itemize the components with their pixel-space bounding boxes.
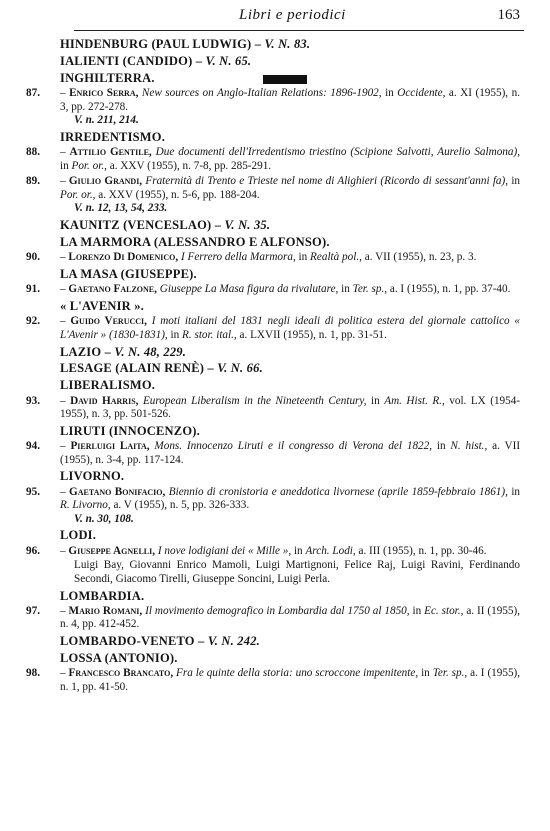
entry-details: a. XXV (1955), n. 5-6, pp. 188-204. (98, 188, 260, 201)
entry-details: a. XXV (1955), n. 7-8, pp. 285-291. (109, 159, 272, 172)
entry-citation: – Gaetano Bonifacio, Biennio di cronistoria e aneddotica livornese (aprile 1859-febbraio 1861), in R. Livorno, a. V (1955), n. 5, pp. 326-333. (60, 485, 521, 512)
entry-citation: – Guido Verucci, I moti italiani del 1831 negli ideali di politica estera del giornale cattolico « L'Avenir » (1830-1831), in R. stor. ital., a. LXVII (1955), n. 1, pp. 31-51. (60, 315, 521, 341)
subject-heading (26, 424, 520, 439)
entry-journal: Am. Hist. R., (384, 394, 445, 407)
subject-heading-text: LIRUTI (INNOCENZO). (60, 423, 200, 438)
subject-heading-text: IALIENTI (CANDIDO) (60, 54, 193, 69)
entry-details: a. XI (1955), n. 3, pp. 272-278. (60, 87, 520, 113)
subject-heading-text: LOMBARDO-VENETO (60, 634, 195, 649)
bibliography-entry (26, 667, 520, 694)
entry-number: 91. (26, 283, 40, 296)
entry-in-label: in (511, 175, 521, 188)
entry-details: a. VII (1955), n. 23, p. 3. (364, 251, 477, 264)
entry-details: a. LXVII (1955), n. 1, pp. 31-51. (239, 328, 387, 341)
subject-heading: HINDENBURG (PAUL LUDWIG) – V. N. 83. (60, 37, 311, 52)
entry-author: David Harris, (70, 394, 139, 407)
entry-title: Fra le quinte della storia: uno scroccone impenitente, (176, 667, 419, 680)
bibliography-entry (26, 440, 520, 467)
entry-citation: – Giulio Grandi, Fraternità di Trento e Trieste nel nome di Alighieri (Ricordo di sessant'anni fa), in Por. or., a. XXV (1955), n. 5-6, pp. 188-204. (60, 175, 521, 201)
entry-citation: – David Harris, European Liberalism in the Nineteenth Century, in Am. Hist. R., vol. LX (1954-1955), n. 3, pp. 501-526. (60, 394, 521, 421)
entry-title: I Ferrero della Marmora, (180, 251, 296, 264)
cross-reference: V. N. 35. (224, 217, 271, 232)
bibliography-entry (26, 146, 520, 173)
entry-in-label: in (385, 87, 394, 100)
entry-journal: Por. or., (71, 159, 107, 172)
entry-in-label: in (298, 251, 308, 264)
entry-journal: Ter. sp., (352, 283, 388, 296)
entry-citation: – Mario Romani, Il movimento demografico in Lombardia dal 1750 al 1850, in Ec. stor., a. II (1955), n. 4, pp. 412-452. (60, 605, 520, 631)
bibliography-entry (26, 605, 520, 632)
subject-heading-text: LA MASA (GIUSEPPE). (60, 266, 197, 281)
entry-title: Fraternità di Trento e Trieste nel nome di Alighieri (Ricordo di sessant'anni fa), (145, 175, 509, 188)
subject-heading (26, 469, 520, 484)
subject-heading-text: LIVORNO. (60, 469, 125, 484)
entry-title: Mons. Innocenzo Liruti e il congresso di Verona del 1822, (154, 440, 433, 453)
bibliography-entry (26, 486, 520, 513)
subject-heading (26, 378, 520, 393)
subject-heading (26, 299, 520, 314)
subject-heading-text: LOMBARDIA. (60, 588, 145, 603)
subject-heading: KAUNITZ (VENCESLAO) – V. N. 35. (60, 217, 271, 232)
entry-number: 95. (26, 485, 40, 498)
subject-heading (26, 130, 520, 145)
bibliography-entry (26, 87, 520, 114)
subject-heading (26, 528, 520, 543)
entry-author: Giuseppe Agnelli, (68, 544, 156, 557)
entry-citation: – Pierluigi Laita, Mons. Innocenzo Liruti e il congresso di Verona del 1822, in N. hist., a. VII (1955), n. 3-4, pp. 117-124. (60, 440, 521, 466)
entry-title: Giuseppe La Masa figura da rivalutare, (159, 283, 339, 296)
entry-citation: – Giuseppe Agnelli, I nove lodigiani dei « Mille », in Arch. Lodi, a. III (1955), n. 1, pp. 30-46. (60, 544, 487, 557)
entry-number: 90. (26, 251, 40, 264)
entry-author: Gaetano Falzone, (68, 283, 157, 296)
cross-reference: V. N. 66. (217, 361, 263, 376)
entry-in-label: in (293, 544, 303, 557)
entry-in-label: in (412, 605, 422, 618)
name-list: Luigi Bay, Giovanni Enrico Mamoli, Luigi Martignoni, Felice Raj, Luigi Ravini, Ferdinando Secondi, Giacomo Tirelli, Giuseppe Soncini, Luigi Perla. (74, 559, 520, 586)
entry-title: I moti italiani del 1831 negli ideali di politica estera del giornale cattolico « L'Avenir » (1830-1831), (60, 315, 521, 341)
entry-number: 93. (26, 394, 40, 407)
subject-heading-text: LODI. (60, 528, 97, 543)
entry-in-label: in (60, 159, 69, 172)
entry-details: vol. LX (1954-1955), n. 3, pp. 501-526. (60, 394, 521, 421)
subject-heading: LAZIO – V. N. 48, 229. (60, 344, 187, 359)
subject-heading (26, 589, 520, 604)
entry-in-label: in (511, 485, 521, 498)
entry-in-label: in (170, 328, 180, 341)
entry-author: Gaetano Bonifacio, (69, 485, 166, 498)
entry-journal: Arch. Lodi, (305, 544, 356, 557)
entry-author: Lorenzo Di Domenico, (68, 251, 179, 264)
entry-in-label: in (436, 440, 446, 453)
subject-heading (26, 71, 520, 86)
entry-number: 92. (26, 315, 40, 328)
entry-number: 89. (26, 175, 40, 188)
subject-heading-text: LA MARMORA (ALESSANDRO E ALFONSO). (60, 234, 330, 249)
entry-journal: Realtà pol., (310, 251, 362, 264)
entry-details: a. I (1955), n. 1, pp. 41-50. (60, 667, 521, 693)
bibliography-entry (26, 395, 520, 422)
redaction-mark (263, 75, 307, 84)
entry-in-label: in (371, 394, 380, 407)
entry-title: European Liberalism in the Nineteenth Century, (142, 394, 367, 407)
entry-journal: R. stor. ital., (182, 328, 237, 341)
entry-title: Biennio di cronistoria e aneddotica livornese (aprile 1859-febbraio 1861), (168, 485, 508, 498)
entry-author: Guido Verucci, (70, 315, 147, 328)
entry-details: a. V (1955), n. 5, pp. 326-333. (113, 499, 250, 512)
cross-reference: V. n. 30, 108. (74, 512, 134, 525)
cross-reference: V. n. 12, 13, 54, 233. (74, 202, 168, 215)
entry-journal: Por. or., (60, 188, 96, 201)
subject-heading (26, 651, 520, 666)
subject-heading: IALIENTI (CANDIDO) – V. N. 65. (60, 54, 252, 69)
entry-citation: – Attilio Gentile, Due documenti dell'Irredentismo triestino (Scipione Salvotti, Aurelio Salmona), in Por. or., a. XXV (1955), n. 7-8, pp. 285-291. (60, 146, 520, 172)
subject-heading-text: LAZIO (60, 344, 102, 359)
entry-citation: – Francesco Brancato, Fra le quinte della storia: uno scroccone impenitente, in Ter. sp., a. I (1955), n. 1, pp. 41-50. (60, 667, 521, 693)
cross-reference: V. N. 83. (264, 37, 311, 52)
bibliography-entry (26, 315, 520, 342)
entry-journal: Occidente, (397, 87, 446, 100)
entry-author: Mario Romani, (68, 605, 143, 618)
entry-author: Giulio Grandi, (68, 175, 143, 188)
entry-details: a. I (1955), n. 1, pp. 37-40. (389, 283, 511, 296)
subject-heading-text: LESAGE (ALAIN RENÈ) (60, 361, 205, 376)
entry-number: 88. (26, 146, 40, 159)
subject-heading (26, 267, 520, 282)
entry-details: a. II (1955), n. 4, pp. 412-452. (60, 605, 520, 631)
entry-details: a. III (1955), n. 1, pp. 30-46. (358, 544, 487, 557)
entry-number: 98. (26, 667, 40, 680)
subject-heading-text: HINDENBURG (PAUL LUDWIG) (60, 37, 252, 52)
entry-journal: Ec. stor., (424, 605, 464, 618)
bibliography-entry (26, 283, 520, 296)
entry-number: 97. (26, 605, 40, 618)
running-header (74, 0, 524, 31)
subject-heading: LOMBARDO-VENETO – V. N. 242. (60, 634, 260, 649)
entry-journal: R. Livorno, (60, 499, 111, 512)
bibliography-entry (26, 251, 520, 264)
subject-heading-text: LIBERALISMO. (60, 378, 156, 393)
entry-citation: – Lorenzo Di Domenico, I Ferrero della Marmora, in Realtà pol., a. VII (1955), n. 23, p. 3. (60, 251, 477, 264)
entry-title: New sources on Anglo-Italian Relations: 1896-1902, (141, 87, 382, 100)
entry-title: Il movimento demografico in Lombardia dal 1750 al 1850, (145, 605, 410, 618)
subject-heading-text: LOSSA (ANTONIO). (60, 650, 178, 665)
entry-journal: Ter. sp., (432, 667, 468, 680)
bibliography-entry (26, 545, 520, 558)
entry-author: Pierluigi Laita, (70, 440, 150, 453)
subject-heading-text: IRREDENTISMO. (60, 129, 166, 144)
entry-title: Due documenti dell'Irredentismo triestino (Scipione Salvotti, Aurelio Salmona), (155, 146, 520, 159)
entry-author: Francesco Brancato, (68, 667, 174, 680)
entry-number: 87. (26, 87, 40, 100)
cross-reference: V. N. 65. (205, 54, 252, 69)
entry-in-label: in (421, 667, 430, 680)
cross-reference: V. N. 242. (207, 634, 260, 649)
entry-citation: – Enrico Serra, New sources on Anglo-Italian Relations: 1896-1902, in Occidente, a. XI (1955), n. 3, pp. 272-278. (60, 87, 520, 113)
subject-heading-text: INGHILTERRA. (60, 70, 155, 85)
subject-heading-text: KAUNITZ (VENCESLAO) (60, 217, 212, 232)
subject-heading-text: « L'AVENIR ». (60, 298, 144, 313)
cross-reference: V. n. 211, 214. (74, 114, 139, 127)
entry-in-label: in (341, 283, 350, 296)
bibliography-entry (26, 175, 520, 202)
entry-author: Enrico Serra, (69, 87, 139, 100)
entry-citation: – Gaetano Falzone, Giuseppe La Masa figura da rivalutare, in Ter. sp., a. I (1955), n. 1, pp. 37-40. (60, 283, 511, 296)
entry-author: Attilio Gentile, (69, 146, 152, 159)
entry-number: 96. (26, 544, 40, 557)
cross-reference: V. N. 48, 229. (114, 344, 187, 359)
running-title: Libri e periodici (239, 7, 346, 23)
entry-details: a. VII (1955), n. 3-4, pp. 117-124. (60, 440, 521, 466)
entry-number: 94. (26, 440, 40, 453)
subject-heading (26, 235, 520, 250)
page-number: 163 (497, 7, 520, 23)
entry-journal: N. hist., (450, 440, 488, 453)
subject-heading: LESAGE (ALAIN RENÈ) – V. N. 66. (60, 361, 263, 376)
bibliography-list (26, 31, 520, 694)
entry-title: I nove lodigiani dei « Mille », (157, 544, 292, 557)
